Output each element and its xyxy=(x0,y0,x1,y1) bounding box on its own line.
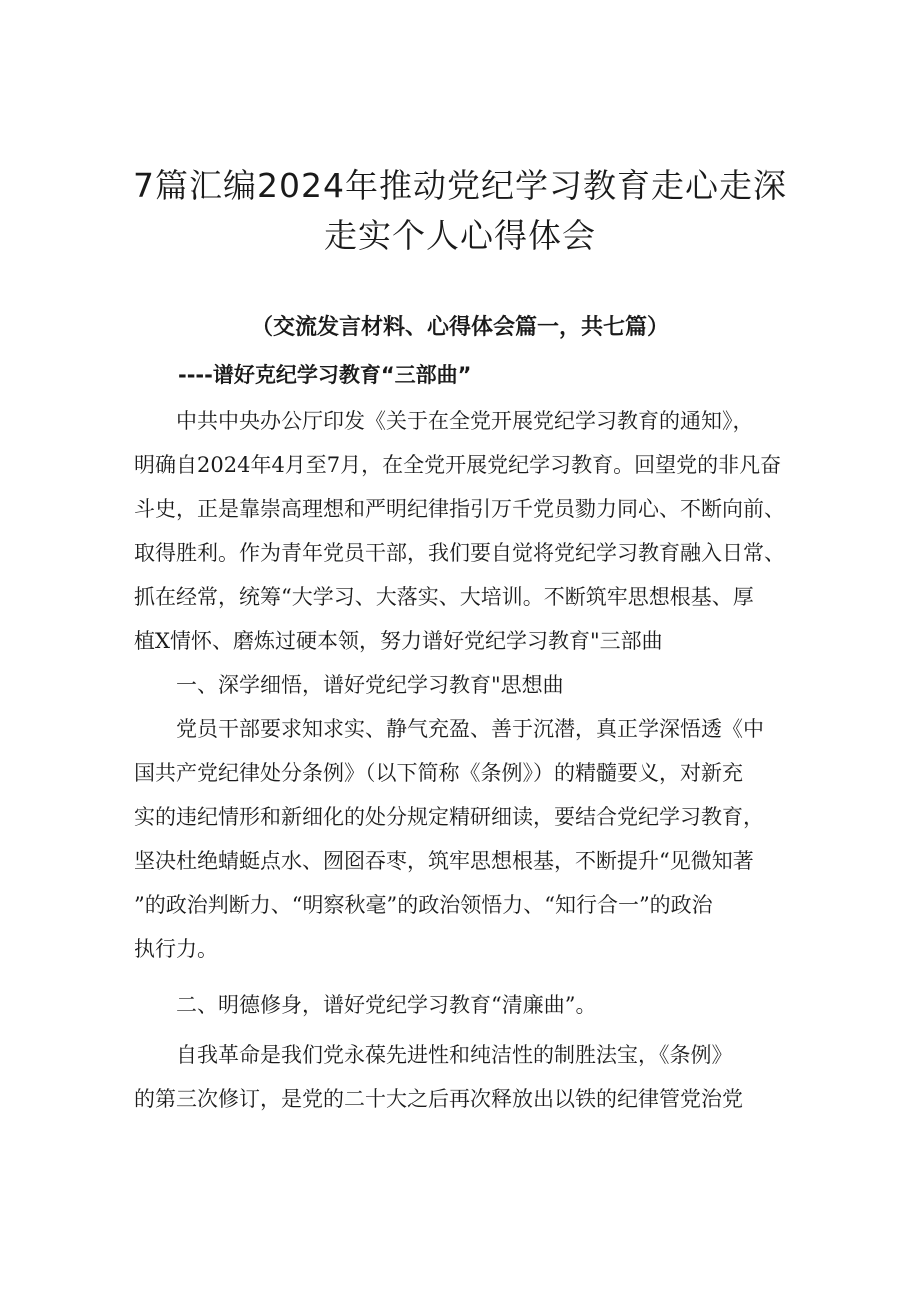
paragraph-line: 党员干部要求知求实、静气充盈、善于沉潜，真正学深悟透《中 xyxy=(176,717,764,741)
paragraph-line: 的第三次修订，是党的二十大之后再次释放出以铁的纪律管党治党 xyxy=(134,1087,743,1111)
paragraph-line: 斗史，正是靠崇高理想和严明纪律指引万千党员勠力同心、不断向前、 xyxy=(134,497,785,521)
section-heading: ----谱好克纪学习教育“三部曲” xyxy=(178,363,472,387)
paragraph-line: 实的违纪情形和新细化的处分规定精研细读，要结合党纪学习教育， xyxy=(134,805,764,829)
paragraph-line: ”的政治判断力、“明察秋毫”的政治领悟力、“知行合一”的政治 xyxy=(134,893,713,917)
paragraph-line: 取得胜利。作为青年党员干部，我们要自觉将党纪学习教育融入日常、 xyxy=(134,541,785,565)
paragraph-line: 中共中央办公厅印发《关于在全党开展党纪学习教育的通知》， xyxy=(176,409,754,433)
paragraph-line: 坚决杜绝蜻蜓点水、囫囵吞枣，筑牢思想根基，不断提升“见微知著 xyxy=(134,849,754,873)
document-title-line-1: 7篇汇编2024年推动党纪学习教育走心走深 xyxy=(133,166,787,205)
paragraph-line: 自我革命是我们党永葆先进性和纯洁性的制胜法宝，《条例》 xyxy=(176,1043,733,1067)
heading-line: 二、明德修身，谱好党纪学习教育“清廉曲”。 xyxy=(176,993,597,1017)
document-title-line-2: 走实个人心得体会 xyxy=(324,216,596,255)
document-subtitle: （交流发言材料、心得体会篇一，共七篇） xyxy=(250,315,669,340)
heading-line: 一、深学细悟，谱好党纪学习教育"思想曲 xyxy=(176,673,564,697)
paragraph-line: 抓在经常，统筹“大学习、大落实、大培训。不断筑牢思想根基、厚 xyxy=(134,585,754,609)
paragraph-line: 明确自2024年4月至7月，在全党开展党纪学习教育。回望党的非凡奋 xyxy=(134,453,782,477)
paragraph-line: 执行力。 xyxy=(134,937,218,961)
paragraph-line: 植X情怀、磨炼过硬本领，努力谱好党纪学习教育"三部曲 xyxy=(134,629,663,653)
paragraph-line: 国共产党纪律处分条例》（以下简称《条例》）的精髓要义，对新充 xyxy=(134,761,743,785)
